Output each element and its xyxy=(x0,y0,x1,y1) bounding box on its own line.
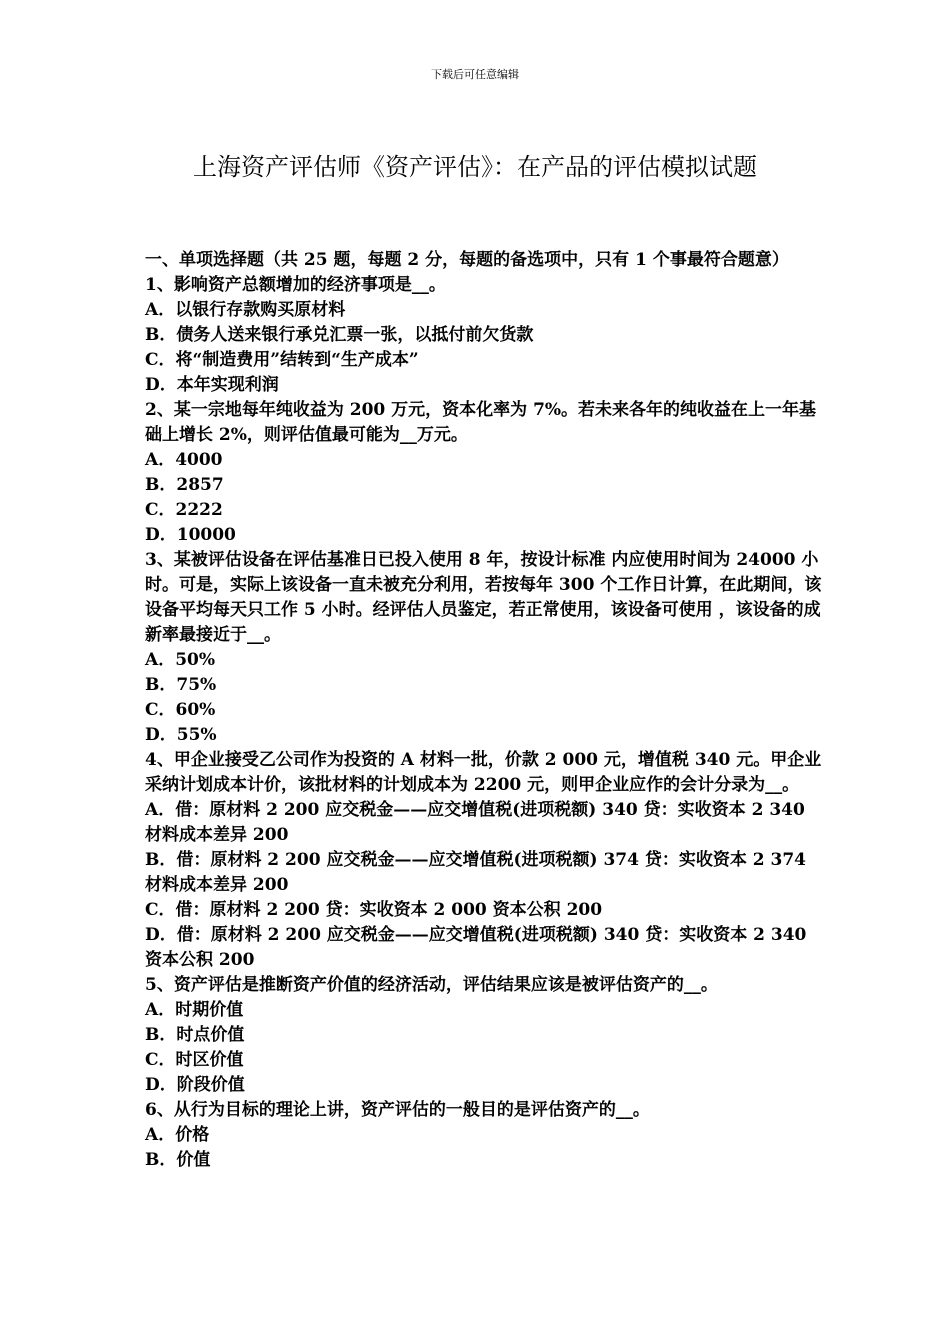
answer-option: A．借：原材料 2 200 应交税金——应交增值税(进项税额) 340 贷：实收资本 2 340 材料成本差异 200 xyxy=(145,800,805,845)
question-stem: 2、某一宗地每年纯收益为 200 万元，资本化率为 7%。若未来各年的纯收益在上一年基础上增长 2%，则评估值最可能为__万元。 xyxy=(145,400,817,445)
question-stem: 1、影响资产总额增加的经济事项是__。 xyxy=(145,275,446,295)
answer-option: C．借：原材料 2 200 贷：实收资本 2 000 资本公积 200 xyxy=(145,900,603,920)
answer-option: B．债务人送来银行承兑汇票一张，以抵付前欠货款 xyxy=(145,325,534,345)
question-stem: 6、从行为目标的理论上讲，资产评估的一般目的是评估资产的__。 xyxy=(145,1100,650,1120)
answer-option: C．60% xyxy=(145,700,216,720)
answer-option: C．将“制造费用”结转到“生产成本” xyxy=(145,350,419,370)
answer-option: B．时点价值 xyxy=(145,1025,245,1045)
answer-option: D．阶段价值 xyxy=(145,1075,245,1095)
answer-option: C．时区价值 xyxy=(145,1050,244,1070)
answer-option: D．55% xyxy=(145,725,217,745)
answer-option: D．借：原材料 2 200 应交税金——应交增值税(进项税额) 340 贷：实收资本 2 340 资本公积 200 xyxy=(145,925,807,970)
page-header-note: 下载后可任意编辑 xyxy=(431,68,519,81)
answer-option: A．以银行存款购买原材料 xyxy=(145,300,346,320)
document-body xyxy=(145,248,825,1173)
question-stem: 3、某被评估设备在评估基准日已投入使用 8 年，按设计标准 内应使用时间为 24000 小时。可是，实际上该设备一直未被充分利用，若按每年 300 个工作日计算，在此期间，该设备平均每天只工作 5 小时。经评估人员鉴定，若正常使用，该设备可使用 ，该设备的成新率最接近于__。 xyxy=(145,550,822,645)
answer-option: B．2857 xyxy=(145,475,224,495)
answer-option: A．50% xyxy=(145,650,216,670)
answer-option: B．借：原材料 2 200 应交税金——应交增值税(进项税额) 374 贷：实收资本 2 374 材料成本差异 200 xyxy=(145,850,806,895)
section-heading: 一、单项选择题（共 25 题，每题 2 分，每题的备选项中，只有 1 个事最符合题意） xyxy=(145,250,789,270)
answer-option: D．10000 xyxy=(145,525,236,545)
answer-option: C．2222 xyxy=(145,500,223,520)
answer-option: B．价值 xyxy=(145,1150,211,1170)
answer-option: A．时期价值 xyxy=(145,1000,244,1020)
question-stem: 5、资产评估是推断资产价值的经济活动，评估结果应该是被评估资产的__。 xyxy=(145,975,718,995)
answer-option: D．本年实现利润 xyxy=(145,375,279,395)
question-stem: 4、甲企业接受乙公司作为投资的 A 材料一批，价款 2 000 元，增值税 340 元。甲企业采纳计划成本计价，该批材料的计划成本为 2200 元，则甲企业应作的会计分录为__。 xyxy=(145,750,822,795)
answer-option: B．75% xyxy=(145,675,217,695)
answer-option: A．价格 xyxy=(145,1125,210,1145)
document-title: 上海资产评估师《资产评估》：在产品的评估模拟试题 xyxy=(193,153,757,181)
answer-option: A．4000 xyxy=(145,450,223,470)
